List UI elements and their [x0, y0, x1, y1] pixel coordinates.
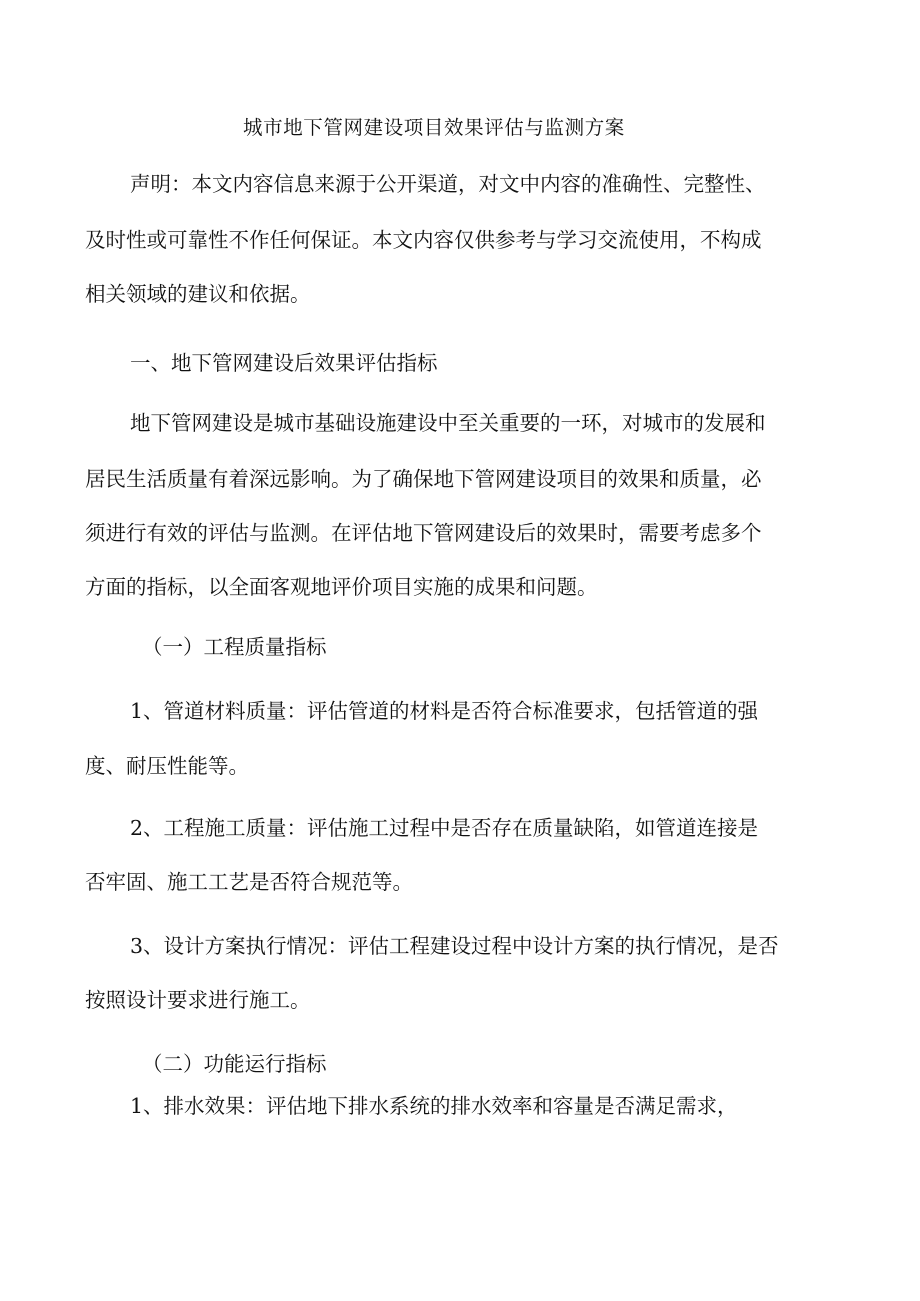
section-1-heading: 一、地下管网建设后效果评估指标	[130, 351, 438, 375]
subsection-2-heading: （二）功能运行指标	[142, 1052, 327, 1076]
document-title: 城市地下管网建设项目效果评估与监测方案	[243, 116, 625, 139]
subsection-1-heading: （一）工程质量指标	[142, 635, 327, 659]
section-1-paragraph-line-2: 居民生活质量有着深远影响。为了确保地下管网建设项目的效果和质量，必	[85, 467, 762, 491]
section-1-paragraph-line-1: 地下管网建设是城市基础设施建设中至关重要的一环，对城市的发展和	[130, 411, 766, 435]
subsection-1-item-1-line-1: 1、管道材料质量：评估管道的材料是否符合标准要求，包括管道的强	[130, 699, 759, 723]
subsection-1-item-2-line-2: 否牢固、施工工艺是否符合规范等。	[85, 870, 413, 894]
subsection-1-item-2-line-1: 2、工程施工质量：评估施工过程中是否存在质量缺陷，如管道连接是	[130, 816, 759, 840]
subsection-1-item-3-line-2: 按照设计要求进行施工。	[85, 988, 311, 1012]
disclaimer-line-1: 声明：本文内容信息来源于公开渠道，对文中内容的准确性、完整性、	[130, 172, 766, 196]
disclaimer-line-2: 及时性或可靠性不作任何保证。本文内容仅供参考与学习交流使用，不构成	[85, 228, 762, 252]
section-1-paragraph-line-3: 须进行有效的评估与监测。在评估地下管网建设后的效果时，需要考虑多个	[85, 521, 762, 545]
subsection-1-item-1-line-2: 度、耐压性能等。	[85, 754, 249, 778]
subsection-2-item-1-line-1: 1、排水效果：评估地下排水系统的排水效率和容量是否满足需求，	[130, 1094, 738, 1118]
section-1-paragraph-line-4: 方面的指标，以全面客观地评价项目实施的成果和问题。	[85, 575, 598, 599]
disclaimer-line-3: 相关领域的建议和依据。	[85, 282, 311, 306]
subsection-1-item-3-line-1: 3、设计方案执行情况：评估工程建设过程中设计方案的执行情况，是否	[130, 934, 779, 958]
